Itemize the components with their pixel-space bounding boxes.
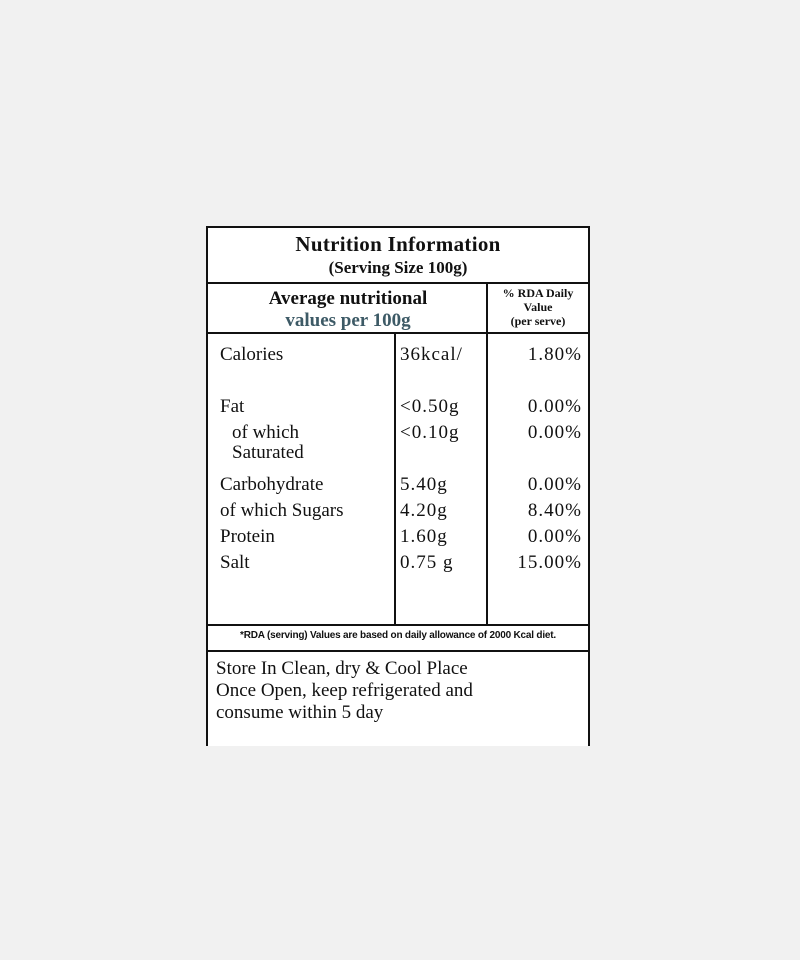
- row-sugars-name: of which Sugars: [220, 500, 344, 521]
- column-heading-line-2: values per 100g: [285, 310, 411, 331]
- storage-line-1: Store In Clean, dry & Cool Place: [216, 658, 468, 679]
- row-fat-name: Fat: [220, 396, 245, 417]
- column-divider-rda: [486, 284, 488, 626]
- rda-heading-line-1: % RDA Daily: [502, 286, 574, 300]
- storage-line-3: consume within 5 day: [216, 702, 384, 723]
- storage-box: [206, 650, 590, 746]
- title-box: [206, 226, 590, 284]
- column-divider-value: [394, 334, 396, 626]
- row-saturated-name: of which: [232, 422, 300, 443]
- row-saturated-value: <0.10g: [400, 422, 460, 443]
- storage-instructions: [216, 658, 473, 724]
- rda-footnote: *RDA (serving) Values are based on daily allowance of 2000 Kcal diet.: [240, 630, 556, 641]
- row-protein-name: Protein: [220, 526, 275, 547]
- row-calories-name: Calories: [220, 344, 284, 365]
- nutrition-label: [206, 226, 590, 746]
- label-title: Nutrition Information: [295, 232, 501, 256]
- row-salt-name: Salt: [220, 552, 250, 573]
- row-fat-value: <0.50g: [400, 396, 460, 417]
- rda-footnote-box: [206, 624, 590, 652]
- heading-divider: [208, 332, 588, 334]
- row-carbohydrate-value: 5.40g: [400, 474, 448, 495]
- column-heading-nutrient: [208, 288, 488, 332]
- storage-line-2: Once Open, keep refrigerated and: [216, 680, 473, 701]
- row-saturated-rda: 0.00%: [527, 422, 582, 443]
- row-protein-value: 1.60g: [400, 526, 448, 547]
- row-saturated-name-line-2: Saturated: [232, 442, 304, 463]
- row-carbohydrate-rda: 0.00%: [527, 474, 582, 495]
- row-fat-rda: 0.00%: [527, 396, 582, 417]
- column-heading-rda: [488, 286, 588, 328]
- row-calories-value: 36kcal/: [400, 344, 463, 365]
- row-sugars-rda: 8.40%: [527, 500, 582, 521]
- row-calories-rda: 1.80%: [527, 344, 582, 365]
- rda-heading-line-2: Value: [523, 300, 553, 314]
- row-protein-rda: 0.00%: [527, 526, 582, 547]
- row-carbohydrate-name: Carbohydrate: [220, 474, 324, 495]
- column-heading-line-1: Average nutritional: [268, 288, 428, 309]
- row-sugars-value: 4.20g: [400, 500, 448, 521]
- row-salt-rda: 15.00%: [517, 552, 582, 573]
- row-salt-value: 0.75 g: [400, 552, 454, 573]
- serving-size: (Serving Size 100g): [328, 258, 468, 277]
- rda-heading-line-3: (per serve): [510, 314, 566, 328]
- nutrition-table: [206, 282, 590, 626]
